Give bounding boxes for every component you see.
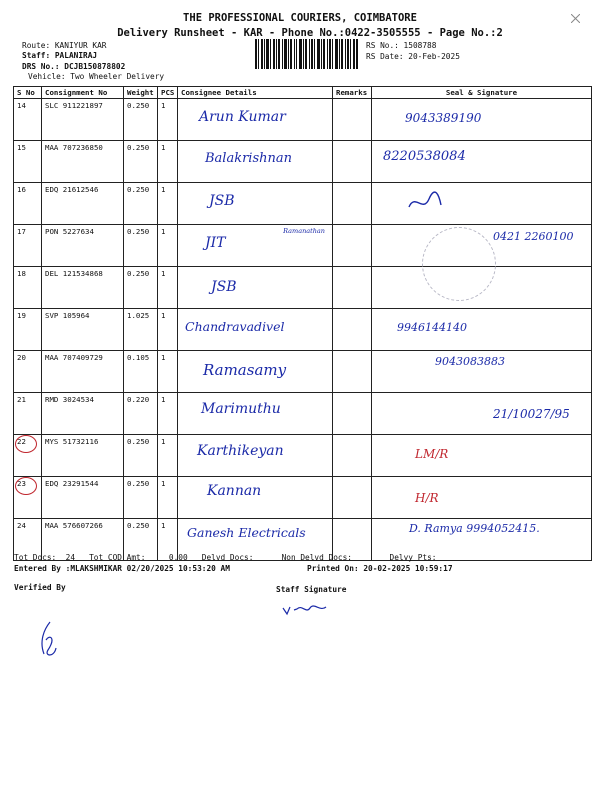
cell-weight: 0.250 (124, 183, 158, 225)
cell-sno: 21 (14, 393, 42, 435)
cell-weight: 0.250 (124, 435, 158, 477)
cell-remarks (333, 309, 372, 351)
sno-circle-mark-icon (15, 477, 37, 495)
signature-handwriting: 9043083883 (435, 355, 505, 368)
cell-consignment: EDQ 21612546 (42, 183, 124, 225)
cell-remarks (333, 141, 372, 183)
signature-handwriting: D. Ramya 9994052415. (409, 522, 540, 535)
cell-remarks (333, 393, 372, 435)
cell-pcs: 1 (158, 183, 178, 225)
cell-weight: 0.250 (124, 477, 158, 519)
cell-pcs: 1 (158, 519, 178, 561)
cell-consignment: EDQ 23291544 (42, 477, 124, 519)
col-header-consignment: Consignment No (42, 87, 124, 99)
consignee-handwriting: JSB (209, 193, 235, 209)
consignee-handwriting: Ramasamy (203, 361, 287, 379)
col-header-sno: S No (14, 87, 42, 99)
signature-handwriting: 0421 2260100 (493, 230, 574, 243)
cell-consignee (178, 435, 333, 477)
consignee-handwriting: JSB (211, 279, 237, 295)
consignee-handwriting: Chandravadivel (185, 319, 285, 334)
cell-remarks (333, 351, 372, 393)
cell-signature (372, 477, 592, 519)
cell-pcs: 1 (158, 99, 178, 141)
cell-consignee (178, 309, 333, 351)
runsheet-title: Delivery Runsheet - KAR - Phone No.:0422-3505555 - Page No.:2 (117, 27, 503, 39)
cell-consignee (178, 477, 333, 519)
cell-consignment: MAA 707409729 (42, 351, 124, 393)
cell-signature (372, 351, 592, 393)
cell-signature (372, 393, 592, 435)
cell-pcs: 1 (158, 309, 178, 351)
cell-consignment: MYS 51732116 (42, 435, 124, 477)
cell-consignment: MAA 707236850 (42, 141, 124, 183)
cell-pcs: 1 (158, 267, 178, 309)
cell-signature (372, 99, 592, 141)
table-row (14, 99, 592, 141)
cell-weight: 0.250 (124, 225, 158, 267)
cell-remarks (333, 477, 372, 519)
cell-consignment: PON 5227634 (42, 225, 124, 267)
sno-circle-mark-icon (15, 435, 37, 453)
consignee-handwriting: Marimuthu (201, 401, 281, 417)
vehicle-label: Vehicle: Two Wheeler Delivery (28, 72, 165, 81)
printed-on-line: Printed On: 20-02-2025 10:59:17 (307, 564, 453, 573)
cell-signature (372, 309, 592, 351)
cell-weight: 1.025 (124, 309, 158, 351)
cell-weight: 0.250 (124, 141, 158, 183)
sno-value: 23 (17, 479, 26, 488)
cell-consignee (178, 183, 333, 225)
cell-signature (372, 141, 592, 183)
cell-consignment: SLC 911221897 (42, 99, 124, 141)
cell-pcs: 1 (158, 435, 178, 477)
sno-value: 22 (17, 437, 26, 446)
col-header-remarks: Remarks (333, 87, 372, 99)
table-row (14, 183, 592, 225)
col-header-pcs: PCS (158, 87, 178, 99)
cell-weight: 0.250 (124, 99, 158, 141)
signature-handwriting: 21/10027/95 (493, 407, 570, 421)
col-header-consignee: Consignee Details (178, 87, 333, 99)
consignee-handwriting: Balakrishnan (205, 151, 293, 166)
signature-handwriting: LM/R (415, 447, 449, 461)
cell-consignment: SVP 105964 (42, 309, 124, 351)
consignee-handwriting: Arun Kumar (199, 109, 286, 125)
corner-mark-icon (571, 14, 580, 23)
signature-handwriting: H/R (415, 491, 439, 505)
cell-consignment: RMD 3024534 (42, 393, 124, 435)
cell-consignee (178, 351, 333, 393)
cell-consignee (178, 267, 333, 309)
cell-pcs: 1 (158, 225, 178, 267)
table-row (14, 309, 592, 351)
table-row (14, 351, 592, 393)
cell-pcs: 1 (158, 393, 178, 435)
entered-by-line: Entered By :MLAKSHMIKAR 02/20/2025 10:53:20 AM (14, 564, 230, 573)
cell-remarks (333, 183, 372, 225)
cell-sno: 24 (14, 519, 42, 561)
table-row (14, 141, 592, 183)
cell-remarks (333, 99, 372, 141)
cell-sno: 15 (14, 141, 42, 183)
cell-signature (372, 435, 592, 477)
cell-sno: 17 (14, 225, 42, 267)
staff-signature-label: Staff Signature (276, 585, 347, 594)
cell-remarks (333, 435, 372, 477)
staff-label: Staff: PALANIRAJ (22, 51, 98, 60)
signature-handwriting: 8220538084 (383, 149, 466, 164)
consignee-handwriting: Ganesh Electricals (187, 525, 306, 540)
col-header-weight: Weight (124, 87, 158, 99)
table-row (14, 225, 592, 267)
totals-line: Tot Docs: 24 Tot COD Amt: 0.00 Delvd Docs: Non Delvd Docs: Delvy Pts: (14, 553, 437, 562)
cell-sno: 20 (14, 351, 42, 393)
drs-no-label: DRS No.: DCJB150878802 (22, 62, 126, 71)
company-title: THE PROFESSIONAL COURIERS, COIMBATORE (183, 12, 417, 24)
cell-pcs: 1 (158, 477, 178, 519)
table-row (14, 393, 592, 435)
cell-remarks (333, 225, 372, 267)
company-seal-stamp (422, 227, 496, 301)
cell-sno (14, 435, 42, 477)
signature-scribble-icon (405, 187, 445, 215)
cell-weight: 0.250 (124, 519, 158, 561)
cell-sno: 16 (14, 183, 42, 225)
consignee-handwriting: Kannan (207, 483, 262, 499)
table-header-row (14, 87, 592, 99)
cell-consignee (178, 225, 333, 267)
consignee-handwriting: Karthikeyan (197, 443, 284, 459)
cell-sno: 18 (14, 267, 42, 309)
col-header-signature: Seal & Signature (372, 87, 592, 99)
cell-consignee (178, 99, 333, 141)
route-label: Route: KANIYUR KAR (22, 41, 107, 50)
consignee-note-handwriting: Ramanathan (283, 227, 325, 235)
signature-handwriting: 9043389190 (405, 111, 482, 125)
signature-handwriting: 9946144140 (397, 321, 467, 334)
consignee-handwriting: JIT (205, 235, 226, 251)
cell-weight: 0.250 (124, 267, 158, 309)
cell-consignee (178, 393, 333, 435)
cell-signature (372, 183, 592, 225)
runsheet-table (13, 86, 592, 561)
cell-sno: 14 (14, 99, 42, 141)
barcode-icon (255, 39, 358, 69)
verifier-signature-scribble-icon (36, 620, 62, 660)
table-row (14, 477, 592, 519)
cell-pcs: 1 (158, 141, 178, 183)
staff-signature-scribble-icon (280, 598, 330, 620)
verified-by-label: Verified By (14, 583, 66, 592)
cell-weight: 0.220 (124, 393, 158, 435)
table-row (14, 267, 592, 309)
table-row (14, 435, 592, 477)
cell-sno: 19 (14, 309, 42, 351)
rs-date-label: RS Date: 20-Feb-2025 (366, 52, 460, 61)
cell-consignee (178, 141, 333, 183)
cell-remarks (333, 267, 372, 309)
cell-weight: 0.105 (124, 351, 158, 393)
cell-pcs: 1 (158, 351, 178, 393)
cell-consignment: DEL 121534868 (42, 267, 124, 309)
rs-no-label: RS No.: 1508788 (366, 41, 437, 50)
cell-consignment: MAA 576607266 (42, 519, 124, 561)
cell-sno (14, 477, 42, 519)
